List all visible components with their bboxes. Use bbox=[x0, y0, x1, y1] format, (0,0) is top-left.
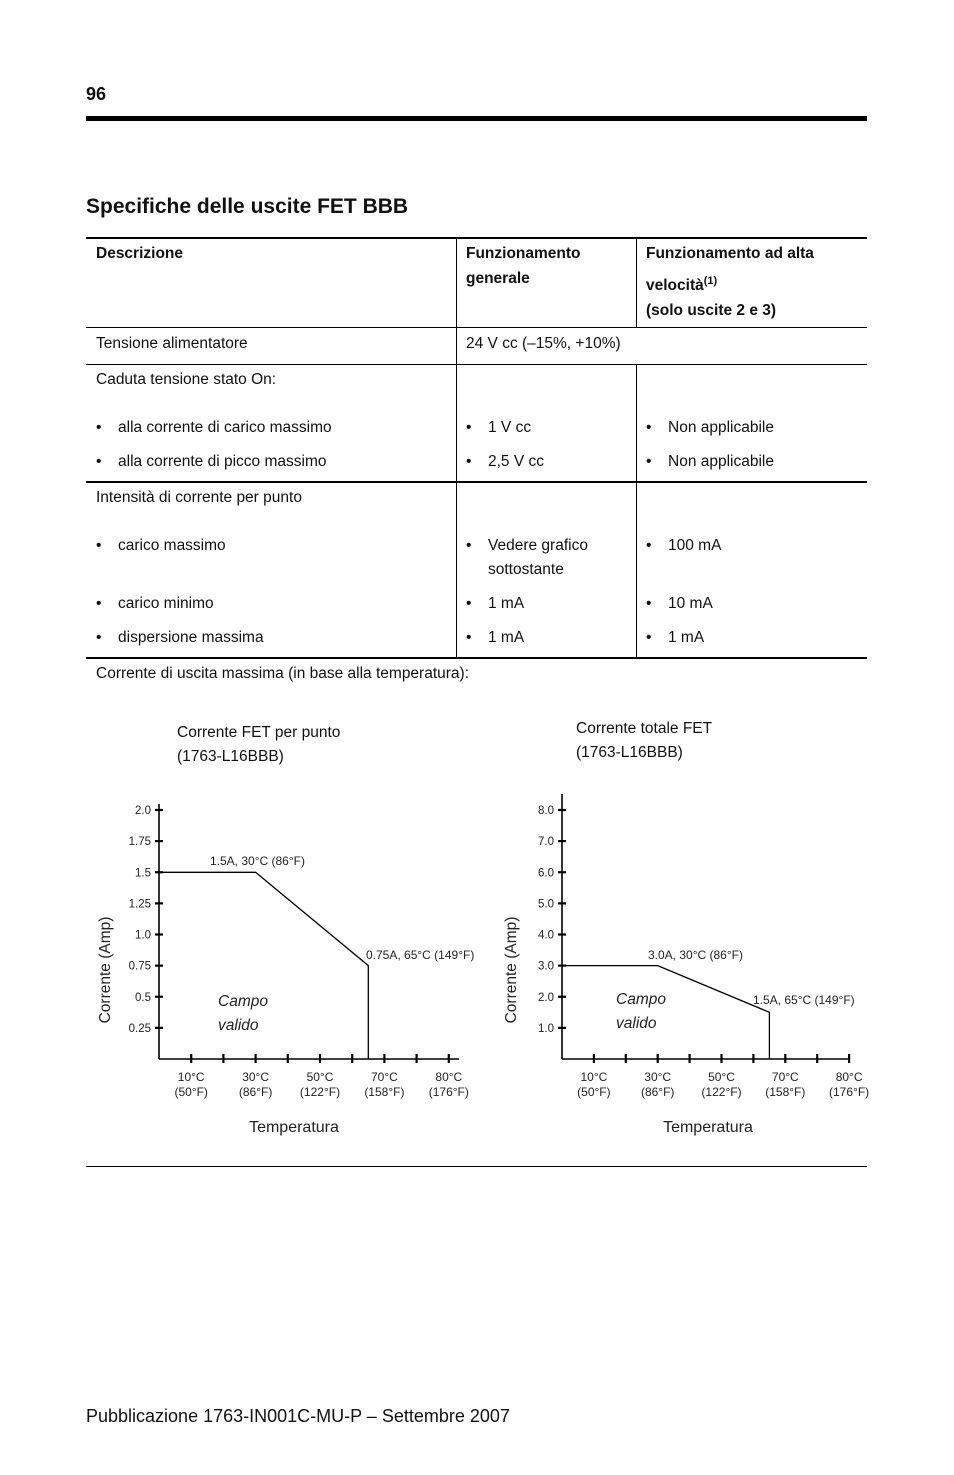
y-tick-label: 1.75 bbox=[128, 836, 151, 849]
list-item-text: 1 mA bbox=[488, 629, 525, 646]
footnote-marker: (1) bbox=[703, 275, 718, 287]
x-tick-label-f: (158°F) bbox=[364, 1085, 405, 1099]
bullet: • bbox=[646, 629, 652, 646]
header-col3-velocita: velocità bbox=[646, 277, 704, 295]
x-tick-label: 70°C bbox=[771, 1070, 799, 1084]
col-divider-supply bbox=[456, 327, 457, 364]
voltage-drop-label: Caduta tensione stato On: bbox=[96, 371, 277, 388]
list-item-line2: sottostante bbox=[488, 561, 564, 578]
y-tick-label: 6.0 bbox=[538, 867, 554, 880]
supply-bottom-rule bbox=[86, 364, 867, 365]
footer-publication: Pubblicazione 1763-IN001C-MU-P – Settembre 2007 bbox=[86, 1406, 510, 1426]
x-tick-label: 30°C bbox=[242, 1070, 270, 1084]
chart1-title-line2: (1763-L16BBB) bbox=[177, 748, 284, 765]
x-tick-label: 50°C bbox=[708, 1070, 735, 1084]
col-divider-current-2 bbox=[636, 482, 637, 657]
y-axis-label: Corrente (Amp) bbox=[503, 916, 520, 1024]
bullet: • bbox=[466, 629, 472, 646]
data-line bbox=[562, 966, 769, 1059]
header-col3-line2 bbox=[646, 269, 814, 298]
x-tick-label-f: (86°F) bbox=[640, 1085, 675, 1099]
supply-label: Tensione alimentatore bbox=[96, 335, 248, 352]
list-item-text: 100 mA bbox=[668, 537, 722, 554]
header-bottom-rule bbox=[86, 327, 867, 328]
chart-fet-per-point bbox=[0, 790, 480, 1160]
region-label: valido bbox=[616, 1015, 657, 1032]
chart2-title-line1: Corrente totale FET bbox=[576, 720, 713, 737]
data-line bbox=[159, 872, 368, 1059]
list-item-text: alla corrente di picco massimo bbox=[118, 453, 327, 470]
x-tick-label: 10°C bbox=[580, 1070, 608, 1084]
chart1-title-line1: Corrente FET per punto bbox=[177, 724, 341, 741]
y-tick-label: 1.0 bbox=[538, 1022, 554, 1035]
chart2-title-line2: (1763-L16BBB) bbox=[576, 744, 683, 761]
bullet: • bbox=[96, 419, 102, 436]
current-label: Intensità di corrente per punto bbox=[96, 489, 302, 506]
y-tick-label: 0.75 bbox=[128, 960, 151, 973]
col-divider-current-1 bbox=[456, 482, 457, 657]
annotation: 1.5A, 30°C (86°F) bbox=[210, 854, 305, 868]
x-tick-label: 10°C bbox=[177, 1070, 205, 1084]
chart2-title bbox=[576, 717, 712, 765]
header-col3-line3: (solo uscite 2 e 3) bbox=[646, 302, 777, 320]
x-axis-label: Temperatura bbox=[663, 1119, 753, 1136]
top-rule bbox=[86, 116, 867, 121]
header-col2-line1: Funzionamento bbox=[466, 245, 581, 262]
table-top-rule bbox=[86, 237, 867, 239]
y-tick-label: 1.0 bbox=[135, 929, 151, 942]
annotation: 3.0A, 30°C (86°F) bbox=[648, 948, 743, 962]
y-tick-label: 5.0 bbox=[538, 898, 554, 911]
region-label: valido bbox=[218, 1017, 259, 1034]
list-item-line1: Vedere grafico bbox=[488, 537, 588, 554]
region-label: Campo bbox=[616, 991, 666, 1008]
y-tick-label: 0.5 bbox=[135, 991, 151, 1004]
bottom-rule bbox=[86, 1166, 867, 1167]
y-tick-label: 4.0 bbox=[538, 929, 554, 942]
supply-value: 24 V cc (–15%, +10%) bbox=[466, 335, 621, 352]
x-tick-label-f: (122°F) bbox=[701, 1085, 742, 1099]
x-tick-label-f: (122°F) bbox=[299, 1085, 341, 1099]
vdrop-bottom-rule bbox=[86, 481, 867, 483]
x-tick-label-f: (176°F) bbox=[829, 1085, 870, 1099]
bullet: • bbox=[466, 537, 472, 554]
header-descrizione: Descrizione bbox=[96, 245, 184, 262]
x-tick-label: 30°C bbox=[644, 1070, 672, 1084]
list-item-text: carico minimo bbox=[118, 595, 214, 612]
bullet: • bbox=[646, 595, 652, 612]
bullet: • bbox=[466, 419, 472, 436]
y-tick-label: 2.0 bbox=[135, 805, 151, 817]
bullet: • bbox=[96, 537, 102, 554]
col-divider-header-1 bbox=[456, 237, 457, 327]
x-tick-label-f: (86°F) bbox=[238, 1085, 273, 1099]
x-tick-label: 70°C bbox=[370, 1070, 398, 1084]
y-tick-label: 7.0 bbox=[538, 836, 554, 849]
region-label: Campo bbox=[218, 993, 268, 1010]
list-item-text bbox=[488, 534, 588, 582]
x-tick-label-f: (50°F) bbox=[577, 1085, 611, 1099]
col-divider-header-2 bbox=[636, 237, 637, 327]
x-tick-label: 80°C bbox=[835, 1070, 863, 1084]
max-current-label: Corrente di uscita massima (in base alla temperatura): bbox=[96, 665, 470, 682]
y-tick-label: 3.0 bbox=[538, 960, 554, 973]
bullet: • bbox=[466, 453, 472, 470]
list-item-text: 2,5 V cc bbox=[488, 453, 544, 470]
bullet: • bbox=[646, 453, 652, 470]
bullet: • bbox=[96, 453, 102, 470]
bullet: • bbox=[646, 419, 652, 436]
bullet: • bbox=[96, 595, 102, 612]
header-col3-line1: Funzionamento ad alta bbox=[646, 245, 814, 262]
x-tick-label: 80°C bbox=[435, 1070, 463, 1084]
list-item-text: carico massimo bbox=[118, 537, 226, 554]
x-tick-label-f: (158°F) bbox=[765, 1085, 806, 1099]
y-tick-label: 0.25 bbox=[128, 1022, 151, 1035]
chart1-title bbox=[177, 721, 340, 769]
list-item-text: Non applicabile bbox=[668, 419, 774, 436]
list-item-text: 1 mA bbox=[488, 595, 525, 612]
y-tick-label: 8.0 bbox=[538, 805, 554, 817]
current-bottom-rule bbox=[86, 657, 867, 659]
annotation: 0.75A, 65°C (149°F) bbox=[366, 948, 475, 962]
bullet: • bbox=[646, 537, 652, 554]
y-tick-label: 1.5 bbox=[135, 867, 151, 880]
list-item-text: dispersione massima bbox=[118, 629, 264, 646]
list-item-text: 1 mA bbox=[668, 629, 705, 646]
x-tick-label-f: (50°F) bbox=[174, 1085, 208, 1099]
annotation: 1.5A, 65°C (149°F) bbox=[753, 993, 855, 1007]
x-axis-label: Temperatura bbox=[249, 1119, 339, 1136]
list-item-text: alla corrente di carico massimo bbox=[118, 419, 332, 436]
bullet: • bbox=[466, 595, 472, 612]
header-alta-velocita bbox=[646, 241, 814, 323]
page-number: 96 bbox=[86, 84, 107, 104]
section-title: Specifiche delle uscite FET BBB bbox=[86, 195, 409, 218]
y-tick-label: 1.25 bbox=[128, 898, 151, 911]
y-axis-label: Corrente (Amp) bbox=[97, 916, 114, 1024]
bullet: • bbox=[96, 629, 102, 646]
list-item-text: Non applicabile bbox=[668, 453, 774, 470]
x-tick-label: 50°C bbox=[306, 1070, 334, 1084]
col-divider-vdrop-2 bbox=[636, 364, 637, 482]
y-tick-label: 2.0 bbox=[538, 991, 554, 1004]
header-col2-line2: generale bbox=[466, 270, 530, 287]
header-funzionamento-generale bbox=[466, 241, 581, 291]
col-divider-vdrop-1 bbox=[456, 364, 457, 482]
x-tick-label-f: (176°F) bbox=[428, 1085, 469, 1099]
list-item-text: 1 V cc bbox=[488, 419, 532, 436]
list-item-text: 10 mA bbox=[668, 595, 713, 612]
chart-fet-total bbox=[480, 790, 954, 1160]
